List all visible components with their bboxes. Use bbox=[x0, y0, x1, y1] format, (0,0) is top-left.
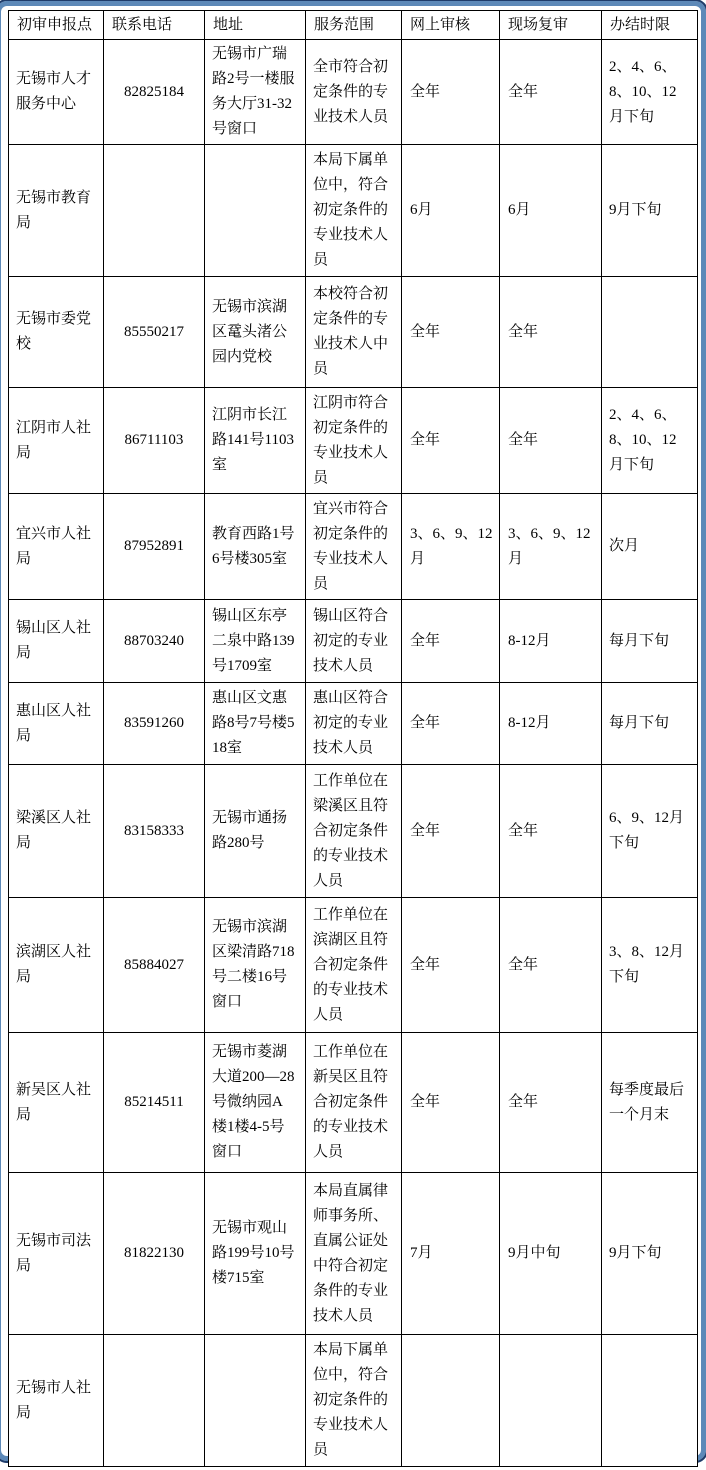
cell-onsite: 全年 bbox=[500, 765, 602, 898]
cell-deadline: 2、4、6、8、10、12月下旬 bbox=[602, 388, 698, 494]
cell-scope: 本校符合初定条件的专业技术人中员 bbox=[306, 277, 402, 388]
cell-point: 无锡市教育局 bbox=[9, 145, 104, 277]
cell-online: 全年 bbox=[402, 1033, 500, 1173]
cell-onsite bbox=[500, 1335, 602, 1467]
cell-address: 无锡市通扬路280号 bbox=[205, 765, 306, 898]
cell-phone: 87952891 bbox=[104, 494, 205, 600]
cell-point: 新吴区人社局 bbox=[9, 1033, 104, 1173]
cell-online: 3、6、9、12月 bbox=[402, 494, 500, 600]
cell-address: 无锡市菱湖大道200—28号微纳园A楼1楼4-5号窗口 bbox=[205, 1033, 306, 1173]
cell-online bbox=[402, 1335, 500, 1467]
cell-onsite: 6月 bbox=[500, 145, 602, 277]
column-header-phone: 联系电话 bbox=[104, 11, 205, 40]
cell-point: 宜兴市人社局 bbox=[9, 494, 104, 600]
table-header-row bbox=[9, 11, 698, 40]
cell-phone: 83591260 bbox=[104, 683, 205, 765]
table-row bbox=[9, 898, 698, 1033]
cell-phone: 88703240 bbox=[104, 600, 205, 683]
table-row bbox=[9, 388, 698, 494]
cell-scope: 工作单位在梁溪区且符合初定条件的专业技术人员 bbox=[306, 765, 402, 898]
cell-address: 无锡市广瑞路2号一楼服务大厅31-32号窗口 bbox=[205, 40, 306, 145]
cell-online: 7月 bbox=[402, 1173, 500, 1335]
cell-onsite: 8-12月 bbox=[500, 683, 602, 765]
cell-onsite: 8-12月 bbox=[500, 600, 602, 683]
cell-online: 6月 bbox=[402, 145, 500, 277]
cell-point: 梁溪区人社局 bbox=[9, 765, 104, 898]
cell-online: 全年 bbox=[402, 683, 500, 765]
cell-address: 无锡市滨湖区鼋头渚公园内党校 bbox=[205, 277, 306, 388]
cell-scope: 宜兴市符合初定条件的专业技术人员 bbox=[306, 494, 402, 600]
cell-point: 无锡市委党校 bbox=[9, 277, 104, 388]
cell-scope: 本局下属单位中，符合初定条件的专业技术人员 bbox=[306, 145, 402, 277]
cell-onsite: 全年 bbox=[500, 40, 602, 145]
column-header-scope: 服务范围 bbox=[306, 11, 402, 40]
cell-phone: 85884027 bbox=[104, 898, 205, 1033]
cell-phone: 82825184 bbox=[104, 40, 205, 145]
cell-phone: 81822130 bbox=[104, 1173, 205, 1335]
cell-online: 全年 bbox=[402, 898, 500, 1033]
cell-phone bbox=[104, 1335, 205, 1467]
cell-scope: 工作单位在滨湖区且符合初定条件的专业技术人员 bbox=[306, 898, 402, 1033]
cell-phone: 85214511 bbox=[104, 1033, 205, 1173]
cell-online: 全年 bbox=[402, 765, 500, 898]
table-row bbox=[9, 1033, 698, 1173]
cell-online: 全年 bbox=[402, 388, 500, 494]
cell-onsite: 9月中旬 bbox=[500, 1173, 602, 1335]
cell-point: 滨湖区人社局 bbox=[9, 898, 104, 1033]
cell-online: 全年 bbox=[402, 40, 500, 145]
column-header-point: 初审申报点 bbox=[9, 11, 104, 40]
table-row bbox=[9, 1335, 698, 1467]
table-row bbox=[9, 600, 698, 683]
cell-online: 全年 bbox=[402, 600, 500, 683]
cell-deadline bbox=[602, 277, 698, 388]
cell-onsite: 全年 bbox=[500, 1033, 602, 1173]
cell-point: 锡山区人社局 bbox=[9, 600, 104, 683]
review-points-table bbox=[8, 10, 698, 1467]
cell-address bbox=[205, 145, 306, 277]
cell-onsite: 全年 bbox=[500, 388, 602, 494]
cell-address: 教育西路1号6号楼305室 bbox=[205, 494, 306, 600]
table-row bbox=[9, 1173, 698, 1335]
table-row bbox=[9, 494, 698, 600]
cell-deadline: 9月下旬 bbox=[602, 145, 698, 277]
cell-address: 锡山区东亭二泉中路139号1709室 bbox=[205, 600, 306, 683]
cell-point: 无锡市人社局 bbox=[9, 1335, 104, 1467]
cell-address: 无锡市滨湖区梁清路718号二楼16号窗口 bbox=[205, 898, 306, 1033]
table-row bbox=[9, 40, 698, 145]
cell-deadline: 9月下旬 bbox=[602, 1173, 698, 1335]
table-row bbox=[9, 277, 698, 388]
cell-scope: 工作单位在新吴区且符合初定条件的专业技术人员 bbox=[306, 1033, 402, 1173]
cell-deadline bbox=[602, 1335, 698, 1467]
cell-scope: 全市符合初定条件的专业技术人员 bbox=[306, 40, 402, 145]
cell-scope: 惠山区符合初定的专业技术人员 bbox=[306, 683, 402, 765]
cell-phone: 83158333 bbox=[104, 765, 205, 898]
cell-deadline: 每月下旬 bbox=[602, 683, 698, 765]
cell-point: 无锡市司法局 bbox=[9, 1173, 104, 1335]
cell-deadline: 每季度最后一个月末 bbox=[602, 1033, 698, 1173]
cell-point: 惠山区人社局 bbox=[9, 683, 104, 765]
cell-onsite: 全年 bbox=[500, 277, 602, 388]
cell-address: 无锡市观山路199号10号楼715室 bbox=[205, 1173, 306, 1335]
table-row bbox=[9, 145, 698, 277]
column-header-address: 地址 bbox=[205, 11, 306, 40]
cell-phone: 86711103 bbox=[104, 388, 205, 494]
cell-online: 全年 bbox=[402, 277, 500, 388]
cell-deadline: 2、4、6、8、10、12月下旬 bbox=[602, 40, 698, 145]
cell-deadline: 次月 bbox=[602, 494, 698, 600]
cell-scope: 锡山区符合初定的专业技术人员 bbox=[306, 600, 402, 683]
column-header-onsite: 现场复审 bbox=[500, 11, 602, 40]
cell-address bbox=[205, 1335, 306, 1467]
cell-onsite: 3、6、9、12月 bbox=[500, 494, 602, 600]
cell-scope: 江阴市符合初定条件的专业技术人员 bbox=[306, 388, 402, 494]
cell-point: 无锡市人才服务中心 bbox=[9, 40, 104, 145]
cell-deadline: 6、9、12月下旬 bbox=[602, 765, 698, 898]
cell-address: 江阴市长江路141号1103室 bbox=[205, 388, 306, 494]
table-row bbox=[9, 683, 698, 765]
column-header-online: 网上审核 bbox=[402, 11, 500, 40]
cell-address: 惠山区文惠路8号7号楼518室 bbox=[205, 683, 306, 765]
cell-point: 江阴市人社局 bbox=[9, 388, 104, 494]
cell-scope: 本局直属律师事务所、直属公证处中符合初定条件的专业技术人员 bbox=[306, 1173, 402, 1335]
cell-deadline: 每月下旬 bbox=[602, 600, 698, 683]
cell-phone: 85550217 bbox=[104, 277, 205, 388]
cell-phone bbox=[104, 145, 205, 277]
cell-deadline: 3、8、12月下旬 bbox=[602, 898, 698, 1033]
table-row bbox=[9, 765, 698, 898]
cell-onsite: 全年 bbox=[500, 898, 602, 1033]
column-header-deadline: 办结时限 bbox=[602, 11, 698, 40]
cell-scope: 本局下属单位中，符合初定条件的专业技术人员 bbox=[306, 1335, 402, 1467]
